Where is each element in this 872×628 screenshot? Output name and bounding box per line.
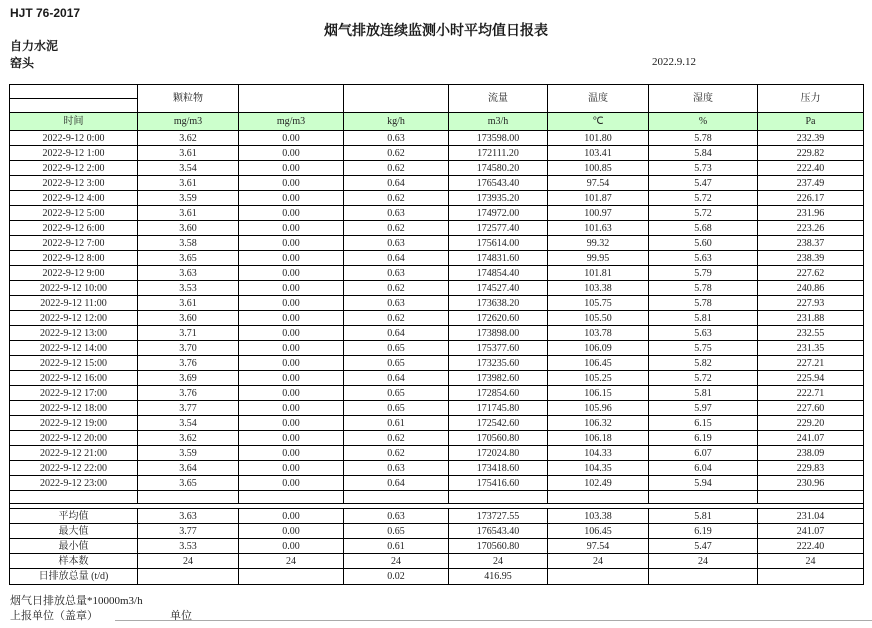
cell-value: 0.65: [344, 356, 449, 371]
cell-value: 227.62: [758, 266, 864, 281]
cell-value: 0.64: [344, 251, 449, 266]
cell-value: 3.70: [138, 341, 239, 356]
cell-value: 105.50: [548, 311, 649, 326]
cell-time: 2022-9-12 0:00: [10, 131, 138, 146]
empty-cell: [649, 491, 758, 504]
unit-label: 单位: [170, 610, 192, 622]
table-row: [10, 356, 864, 371]
table-row: [10, 161, 864, 176]
table-row: [10, 296, 864, 311]
cell-value: 6.07: [649, 446, 758, 461]
cell-value: 106.15: [548, 386, 649, 401]
cell-value: 5.63: [649, 326, 758, 341]
cell-value: 104.33: [548, 446, 649, 461]
cell-value: 222.71: [758, 386, 864, 401]
summary-row: [10, 509, 864, 524]
cell-value: 238.37: [758, 236, 864, 251]
cell-time: 2022-9-12 11:00: [10, 296, 138, 311]
cell-value: 0.00: [239, 476, 344, 491]
cell-time: 2022-9-12 2:00: [10, 161, 138, 176]
cell-value: 5.72: [649, 191, 758, 206]
table-row: [10, 431, 864, 446]
cell-value: 0.62: [344, 446, 449, 461]
cell-value: 170560.80: [449, 431, 548, 446]
summary-value: 5.81: [649, 509, 758, 524]
summary-label: 样本数: [10, 554, 138, 569]
empty-cell: [239, 491, 344, 504]
cell-value: 0.00: [239, 401, 344, 416]
summary-value: 106.45: [548, 524, 649, 539]
cell-time: 2022-9-12 8:00: [10, 251, 138, 266]
cell-value: 172620.60: [449, 311, 548, 326]
cell-value: 3.63: [138, 266, 239, 281]
cell-value: 0.00: [239, 191, 344, 206]
table-row: [10, 236, 864, 251]
empty-cell: [548, 491, 649, 504]
cell-value: 0.62: [344, 146, 449, 161]
cell-value: 0.00: [239, 356, 344, 371]
table-row: [10, 401, 864, 416]
cell-value: 174854.40: [449, 266, 548, 281]
cell-value: 3.62: [138, 131, 239, 146]
cell-time: 2022-9-12 16:00: [10, 371, 138, 386]
cell-value: 0.62: [344, 431, 449, 446]
summary-value: 0.02: [344, 569, 449, 585]
table-row: [10, 146, 864, 161]
cell-value: 175614.00: [449, 236, 548, 251]
cell-value: 172577.40: [449, 221, 548, 236]
cell-value: 0.63: [344, 296, 449, 311]
cell-value: 3.61: [138, 206, 239, 221]
cell-value: 232.55: [758, 326, 864, 341]
summary-value: 6.19: [649, 524, 758, 539]
cell-value: 101.81: [548, 266, 649, 281]
cell-value: 6.19: [649, 431, 758, 446]
cell-value: 238.09: [758, 446, 864, 461]
cell-value: 3.60: [138, 221, 239, 236]
cell-value: 174580.20: [449, 161, 548, 176]
cell-value: 229.83: [758, 461, 864, 476]
cell-time: 2022-9-12 3:00: [10, 176, 138, 191]
cell-value: 3.54: [138, 416, 239, 431]
cell-value: 5.97: [649, 401, 758, 416]
cell-value: 0.63: [344, 206, 449, 221]
cell-value: 0.00: [239, 176, 344, 191]
summary-value: 0.63: [344, 509, 449, 524]
group-header-cell: 湿度: [649, 85, 758, 113]
cell-value: 5.60: [649, 236, 758, 251]
cell-time: 2022-9-12 15:00: [10, 356, 138, 371]
cell-value: 106.32: [548, 416, 649, 431]
summary-value: [548, 569, 649, 585]
report-date: 2022.9.12: [652, 56, 696, 68]
cell-value: 5.72: [649, 371, 758, 386]
unit-header-cell: %: [649, 113, 758, 131]
cell-time: 2022-9-12 12:00: [10, 311, 138, 326]
cell-value: 3.58: [138, 236, 239, 251]
cell-value: 0.64: [344, 326, 449, 341]
cell-value: 0.64: [344, 371, 449, 386]
table-row: [10, 251, 864, 266]
cell-time: 2022-9-12 14:00: [10, 341, 138, 356]
page-title: 烟气排放连续监测小时平均值日报表: [324, 22, 548, 38]
cell-value: 229.82: [758, 146, 864, 161]
cell-time: 2022-9-12 7:00: [10, 236, 138, 251]
summary-value: [649, 569, 758, 585]
summary-value: 0.00: [239, 509, 344, 524]
cell-value: 3.61: [138, 296, 239, 311]
table-row: [10, 206, 864, 221]
cell-value: 0.00: [239, 131, 344, 146]
cell-value: 0.65: [344, 386, 449, 401]
cell-value: 227.21: [758, 356, 864, 371]
cell-value: 227.93: [758, 296, 864, 311]
cell-value: 5.82: [649, 356, 758, 371]
cell-value: 0.00: [239, 326, 344, 341]
cell-value: 6.04: [649, 461, 758, 476]
cell-value: 3.59: [138, 191, 239, 206]
report-table: [9, 84, 864, 585]
cell-value: 0.00: [239, 146, 344, 161]
cell-value: 3.64: [138, 461, 239, 476]
summary-value: 0.00: [239, 524, 344, 539]
group-header-cell: 温度: [548, 85, 649, 113]
cell-value: 0.00: [239, 386, 344, 401]
cell-value: 229.20: [758, 416, 864, 431]
table-row: [10, 371, 864, 386]
cell-value: 0.00: [239, 311, 344, 326]
table-row: [10, 176, 864, 191]
cell-value: 3.77: [138, 401, 239, 416]
summary-label: 最大值: [10, 524, 138, 539]
cell-value: 172542.60: [449, 416, 548, 431]
time-header-blank-bottom: [10, 99, 138, 113]
cell-value: 3.60: [138, 311, 239, 326]
table-row: [10, 416, 864, 431]
cell-value: 240.86: [758, 281, 864, 296]
cell-time: 2022-9-12 13:00: [10, 326, 138, 341]
cell-value: 0.62: [344, 191, 449, 206]
cell-value: 103.41: [548, 146, 649, 161]
empty-cell: [344, 491, 449, 504]
cell-value: 3.65: [138, 476, 239, 491]
time-column-header: 时间: [10, 113, 138, 131]
cell-value: 175377.60: [449, 341, 548, 356]
cell-value: 105.96: [548, 401, 649, 416]
summary-value: 24: [239, 554, 344, 569]
cell-value: 105.25: [548, 371, 649, 386]
cell-value: 0.63: [344, 461, 449, 476]
summary-value: 241.07: [758, 524, 864, 539]
cell-value: 0.61: [344, 416, 449, 431]
summary-value: 0.61: [344, 539, 449, 554]
cell-value: 5.47: [649, 176, 758, 191]
cell-value: 223.26: [758, 221, 864, 236]
cell-value: 173418.60: [449, 461, 548, 476]
cell-value: 171745.80: [449, 401, 548, 416]
empty-cell: [138, 491, 239, 504]
cell-value: 232.39: [758, 131, 864, 146]
cell-value: 5.84: [649, 146, 758, 161]
unit-header-cell: mg/m3: [239, 113, 344, 131]
table-row: [10, 446, 864, 461]
table-row: [10, 221, 864, 236]
table-row: [10, 281, 864, 296]
cell-value: 241.07: [758, 431, 864, 446]
summary-value: 24: [344, 554, 449, 569]
cell-value: 173935.20: [449, 191, 548, 206]
cell-value: 5.72: [649, 206, 758, 221]
table-row: [10, 461, 864, 476]
cell-value: 106.45: [548, 356, 649, 371]
cell-value: 0.65: [344, 401, 449, 416]
table-row: [10, 386, 864, 401]
cell-value: 6.15: [649, 416, 758, 431]
cell-value: 0.62: [344, 281, 449, 296]
cell-time: 2022-9-12 1:00: [10, 146, 138, 161]
cell-value: 0.64: [344, 176, 449, 191]
cell-value: 230.96: [758, 476, 864, 491]
cell-time: 2022-9-12 22:00: [10, 461, 138, 476]
cell-value: 3.71: [138, 326, 239, 341]
empty-cell: [758, 491, 864, 504]
cell-value: 5.78: [649, 131, 758, 146]
summary-value: 103.38: [548, 509, 649, 524]
summary-value: 24: [449, 554, 548, 569]
cell-time: 2022-9-12 17:00: [10, 386, 138, 401]
summary-value: 3.63: [138, 509, 239, 524]
cell-time: 2022-9-12 6:00: [10, 221, 138, 236]
cell-value: 0.00: [239, 341, 344, 356]
cell-value: 3.65: [138, 251, 239, 266]
cell-value: 3.69: [138, 371, 239, 386]
cell-value: 104.35: [548, 461, 649, 476]
cell-value: 99.95: [548, 251, 649, 266]
cell-value: 173638.20: [449, 296, 548, 311]
cell-value: 173898.00: [449, 326, 548, 341]
standard-code: HJT 76-2017: [10, 6, 81, 20]
report-unit-label: 上报单位（盖章）: [10, 610, 98, 622]
cell-value: 231.88: [758, 311, 864, 326]
company-name: 自力水泥: [10, 39, 59, 53]
summary-value: [239, 569, 344, 585]
summary-value: 176543.40: [449, 524, 548, 539]
unit-header-cell: ℃: [548, 113, 649, 131]
cell-value: 0.63: [344, 236, 449, 251]
table-row: [10, 341, 864, 356]
cell-value: 222.40: [758, 161, 864, 176]
summary-value: 3.53: [138, 539, 239, 554]
cell-value: 175416.60: [449, 476, 548, 491]
group-header-cell: 压力: [758, 85, 864, 113]
cell-value: 0.63: [344, 266, 449, 281]
summary-value: [758, 569, 864, 585]
cell-value: 103.38: [548, 281, 649, 296]
cell-value: 0.62: [344, 161, 449, 176]
cell-value: 103.78: [548, 326, 649, 341]
cell-value: 3.76: [138, 356, 239, 371]
cell-time: 2022-9-12 21:00: [10, 446, 138, 461]
summary-value: 5.47: [649, 539, 758, 554]
summary-value: [138, 569, 239, 585]
table-row: [10, 311, 864, 326]
summary-value: 24: [649, 554, 758, 569]
cell-value: 0.00: [239, 161, 344, 176]
cell-value: 0.00: [239, 371, 344, 386]
summary-row: [10, 569, 864, 585]
cell-value: 0.00: [239, 431, 344, 446]
cell-value: 100.97: [548, 206, 649, 221]
cell-time: 2022-9-12 4:00: [10, 191, 138, 206]
cell-value: 0.63: [344, 131, 449, 146]
summary-value: 231.04: [758, 509, 864, 524]
unit-header-cell: kg/h: [344, 113, 449, 131]
cell-value: 227.60: [758, 401, 864, 416]
cell-value: 5.81: [649, 311, 758, 326]
cell-value: 0.64: [344, 476, 449, 491]
time-header-blank-top: [10, 85, 138, 99]
cell-value: 237.49: [758, 176, 864, 191]
station-name: 窑头: [10, 56, 35, 70]
cell-value: 0.00: [239, 236, 344, 251]
cell-time: 2022-9-12 9:00: [10, 266, 138, 281]
cell-value: 0.00: [239, 266, 344, 281]
cell-value: 99.32: [548, 236, 649, 251]
cell-value: 172024.80: [449, 446, 548, 461]
group-header-cell: 颗粒物: [138, 85, 239, 113]
summary-label: 最小值: [10, 539, 138, 554]
table-row: [10, 326, 864, 341]
summary-value: 3.77: [138, 524, 239, 539]
cell-value: 5.94: [649, 476, 758, 491]
volume-note: 烟气日排放总量*10000m3/h: [10, 595, 143, 607]
group-header-cell: [344, 85, 449, 113]
cell-value: 3.59: [138, 446, 239, 461]
cell-time: 2022-9-12 23:00: [10, 476, 138, 491]
cell-time: 2022-9-12 5:00: [10, 206, 138, 221]
cell-value: 101.87: [548, 191, 649, 206]
cell-value: 0.00: [239, 206, 344, 221]
cell-value: 5.63: [649, 251, 758, 266]
cell-value: 174527.40: [449, 281, 548, 296]
summary-value: 170560.80: [449, 539, 548, 554]
summary-value: 222.40: [758, 539, 864, 554]
cell-value: 226.17: [758, 191, 864, 206]
cell-value: 3.54: [138, 161, 239, 176]
summary-value: 97.54: [548, 539, 649, 554]
unit-header-cell: Pa: [758, 113, 864, 131]
cell-value: 173598.00: [449, 131, 548, 146]
cell-value: 172111.20: [449, 146, 548, 161]
summary-value: 0.00: [239, 539, 344, 554]
summary-label: 平均值: [10, 509, 138, 524]
empty-cell: [449, 491, 548, 504]
summary-value: 24: [138, 554, 239, 569]
cell-value: 225.94: [758, 371, 864, 386]
cell-value: 3.76: [138, 386, 239, 401]
cell-value: 238.39: [758, 251, 864, 266]
summary-value: 24: [758, 554, 864, 569]
cell-value: 5.78: [649, 281, 758, 296]
cell-value: 0.00: [239, 251, 344, 266]
cell-value: 172854.60: [449, 386, 548, 401]
cell-value: 102.49: [548, 476, 649, 491]
cell-value: 3.53: [138, 281, 239, 296]
table-row: [10, 191, 864, 206]
summary-label: 日排放总量 (t/d): [10, 569, 138, 585]
cell-value: 231.35: [758, 341, 864, 356]
cell-value: 174972.00: [449, 206, 548, 221]
table-row: [10, 266, 864, 281]
cell-time: 2022-9-12 19:00: [10, 416, 138, 431]
cell-value: 0.00: [239, 461, 344, 476]
table-row: [10, 476, 864, 491]
cell-value: 0.00: [239, 296, 344, 311]
cell-value: 106.09: [548, 341, 649, 356]
cell-value: 100.85: [548, 161, 649, 176]
cell-value: 0.62: [344, 311, 449, 326]
table-row: [10, 131, 864, 146]
unit-header-cell: m3/h: [449, 113, 548, 131]
cell-value: 106.18: [548, 431, 649, 446]
cell-time: 2022-9-12 18:00: [10, 401, 138, 416]
cell-value: 0.00: [239, 416, 344, 431]
cell-value: 101.80: [548, 131, 649, 146]
signature-rule: [115, 620, 872, 621]
cell-time: 2022-9-12 10:00: [10, 281, 138, 296]
cell-value: 3.62: [138, 431, 239, 446]
cell-value: 5.73: [649, 161, 758, 176]
cell-value: 5.81: [649, 386, 758, 401]
cell-value: 0.00: [239, 446, 344, 461]
summary-value: 24: [548, 554, 649, 569]
summary-value: 416.95: [449, 569, 548, 585]
cell-value: 97.54: [548, 176, 649, 191]
cell-value: 5.78: [649, 296, 758, 311]
summary-row: [10, 539, 864, 554]
cell-value: 5.79: [649, 266, 758, 281]
summary-value: 0.65: [344, 524, 449, 539]
group-header-cell: 流量: [449, 85, 548, 113]
cell-value: 5.75: [649, 341, 758, 356]
cell-value: 173235.60: [449, 356, 548, 371]
cell-value: 231.96: [758, 206, 864, 221]
cell-value: 0.65: [344, 341, 449, 356]
cell-value: 3.61: [138, 176, 239, 191]
cell-value: 105.75: [548, 296, 649, 311]
cell-value: 3.61: [138, 146, 239, 161]
empty-cell: [10, 491, 138, 504]
cell-value: 0.00: [239, 221, 344, 236]
cell-value: 174831.60: [449, 251, 548, 266]
cell-time: 2022-9-12 20:00: [10, 431, 138, 446]
cell-value: 176543.40: [449, 176, 548, 191]
cell-value: 5.68: [649, 221, 758, 236]
cell-value: 0.62: [344, 221, 449, 236]
summary-value: 173727.55: [449, 509, 548, 524]
summary-row: [10, 554, 864, 569]
unit-header-cell: mg/m3: [138, 113, 239, 131]
cell-value: 101.63: [548, 221, 649, 236]
summary-row: [10, 524, 864, 539]
group-header-cell: [239, 85, 344, 113]
cell-value: 173982.60: [449, 371, 548, 386]
cell-value: 0.00: [239, 281, 344, 296]
